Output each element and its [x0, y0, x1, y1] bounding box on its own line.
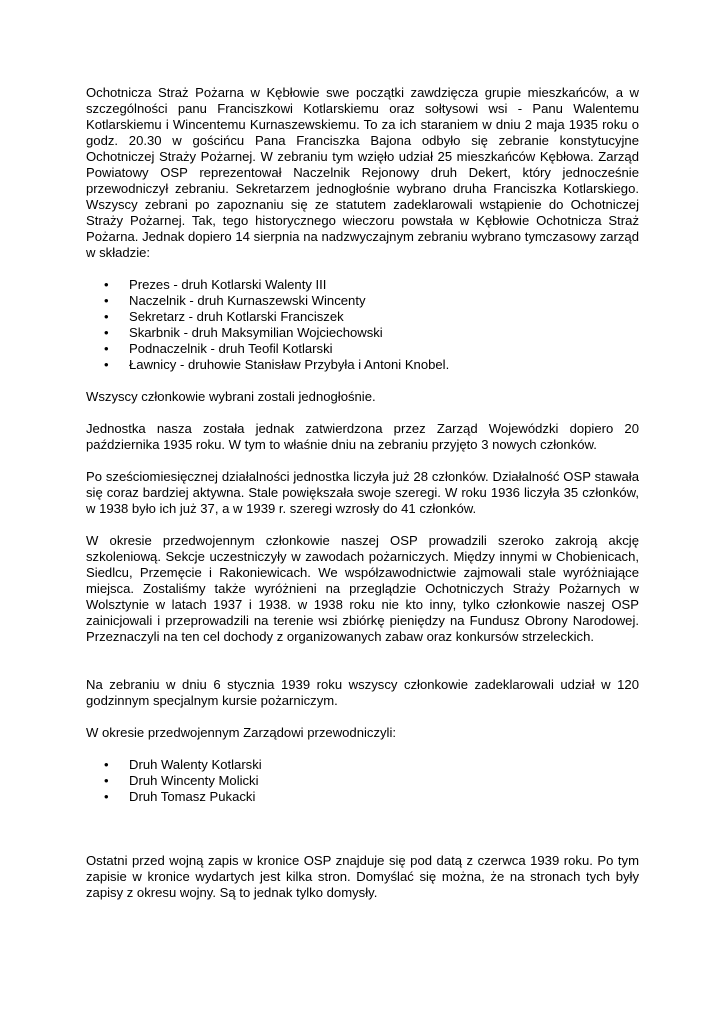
paragraph-approval: Jednostka nasza została jednak zatwierdzona przez Zarząd Wojewódzki dopiero 20 października 1935 roku. W tym to właśnie dniu na zebraniu przyjęto 3 nowych członków.	[86, 421, 639, 452]
list-item: • Druh Walenty Kotlarski	[86, 757, 639, 773]
list-item: • Naczelnik - druh Kurnaszewski Wincenty	[86, 293, 639, 309]
list-item: • Ławnicy - druhowie Stanisław Przybyła i Antoni Knobel.	[86, 357, 639, 373]
board-members-list	[86, 277, 639, 373]
list-item: • Druh Wincenty Molicki	[86, 773, 639, 789]
paragraph-membership: Po sześciomiesięcznej działalności jednostka liczyła już 28 członków. Działalność OSP stawała się coraz bardziej aktywna. Stale powiększała swoje szeregi. W roku 1936 liczyła 35 członków, w 1938 było ich już 37, a w 1939 r. szeregi wzrosły do 41 członków.	[86, 469, 639, 516]
paragraph-founding: Ochotnicza Straż Pożarna w Kębłowie swe początki zawdzięcza grupie mieszkańców, a w szczególności panu Franciszkowi Kotlarskiemu oraz sołtysowi wsi - Panu Walentemu Kotlarskiemu i Wincentemu Kurnaszewskiemu. To za ich staraniem w dniu 2 maja 1935 roku o godz. 20.30 w gościńcu Pana Franciszka Bajona odbyło się zebranie konstytucyjne Ochotniczej Straży Pożarnej. W zebraniu tym wzięło udział 25 mieszkańców Kębłowa. Zarząd Powiatowy OSP reprezentował Naczelnik Rejonowy druh Dekert, który jednocześnie przewodniczył zebraniu. Sekretarzem jednogłośnie wybrano druha Franciszka Kotlarskiego. Wszyscy zebrani po zapoznaniu się ze statutem zadeklarowali wstąpienie do Ochotniczej Straży Pożarnej. Tak, tego historycznego wieczoru powstała w Kębłowie Ochotnicza Straż Pożarna. Jednak dopiero 14 sierpnia na nadzwyczajnym zebraniu wybrano tymczasowy zarząd w składzie:	[86, 85, 639, 260]
list-item: • Sekretarz - druh Kotlarski Franciszek	[86, 309, 639, 325]
paragraph-unanimous: Wszyscy członkowie wybrani zostali jednogłośnie.	[86, 389, 376, 404]
list-item: • Prezes - druh Kotlarski Walenty III	[86, 277, 639, 293]
paragraph-course: Na zebraniu w dniu 6 stycznia 1939 roku wszyscy członkowie zadeklarowali udział w 120 godzinnym specjalnym kursie pożarniczym.	[86, 677, 639, 708]
paragraph-training: W okresie przedwojennym członkowie naszej OSP prowadzili szeroko zakroją akcję szkoleniową. Sekcje uczestniczyły w zawodach pożarniczych. Między innymi w Chobienicach, Siedlcu, Przemęcie i Rakoniewicach. We współzawodnictwie zajmowali stale wyróżniające miejsca. Zostaliśmy także wyróżnieni na przeglądzie Ochotniczych Straży Pożarnych w Wolsztynie w latach 1937 i 1938. w 1938 roku nie kto inny, tylko członkowie naszej OSP zainicjowali i przeprowadzili na terenie wsi zbiórkę pieniędzy na Fundusz Obrony Narodowej. Przeznaczyli na ten cel dochody z organizowanych zabaw oraz konkursów strzeleckich.	[86, 533, 639, 644]
chairs-list	[86, 757, 639, 805]
list-item: • Skarbnik - druh Maksymilian Wojciechowski	[86, 325, 639, 341]
document-page	[86, 85, 639, 901]
paragraph-last-entry: Ostatni przed wojną zapis w kronice OSP znajduje się pod datą z czerwca 1939 roku. Po tym zapisie w kronice wydartych jest kilka stron. Domyślać się można, że na stronach tych były zapisy z okresu wojny. Są to jednak tylko domysły.	[86, 853, 639, 900]
list-item: • Podnaczelnik - druh Teofil Kotlarski	[86, 341, 639, 357]
paragraph-chairs-intro: W okresie przedwojennym Zarządowi przewodniczyli:	[86, 725, 396, 740]
list-item: • Druh Tomasz Pukacki	[86, 789, 639, 805]
